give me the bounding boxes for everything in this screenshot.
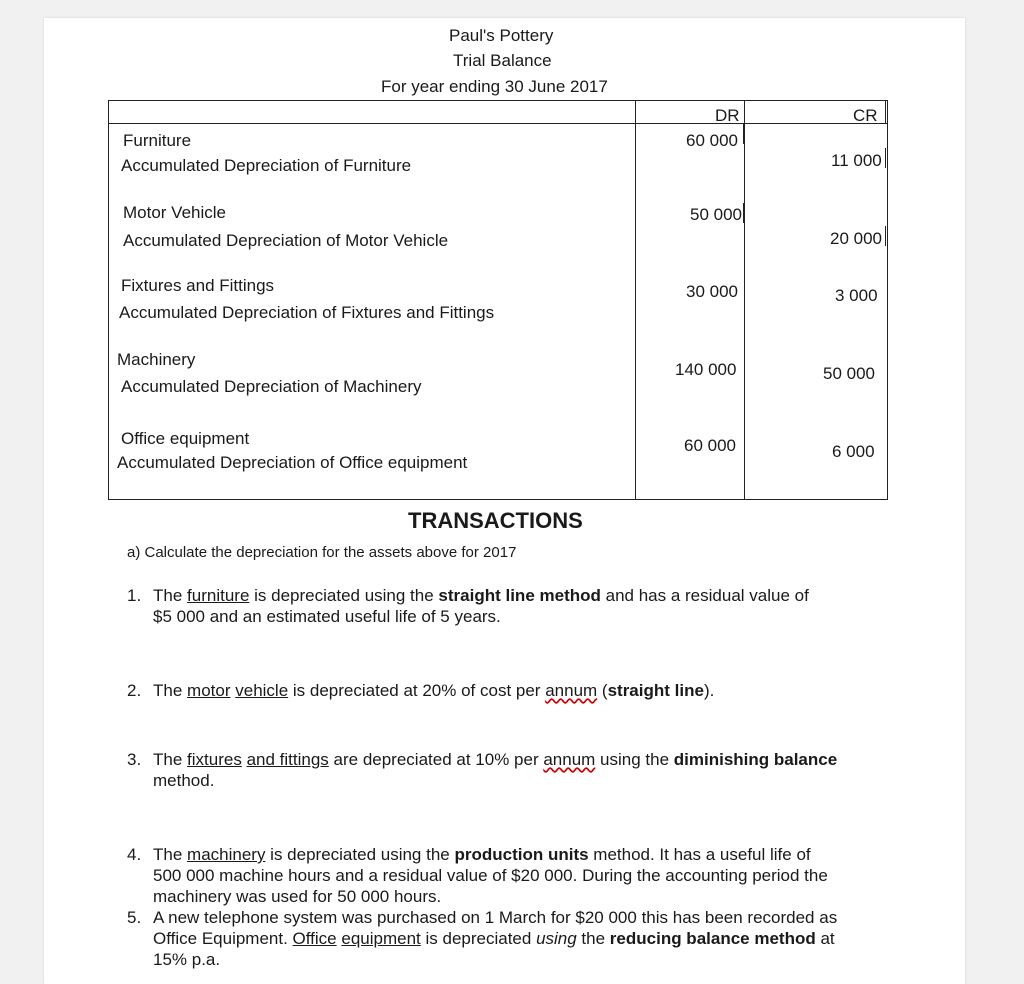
- transactions-heading: TRANSACTIONS: [408, 508, 583, 533]
- item-underlined-text: motor: [187, 681, 231, 700]
- divider-tick: [743, 203, 744, 223]
- item-underlined-text: furniture: [187, 586, 250, 605]
- item-underlined-text: vehicle: [235, 681, 289, 700]
- item-number: 5.: [127, 908, 142, 927]
- row-dr-value: 50 000: [690, 205, 742, 224]
- row-label: Fixtures and Fittings: [121, 276, 275, 295]
- item-text: The: [153, 845, 188, 864]
- item-text: at: [815, 929, 835, 948]
- row-dr-value: 60 000: [686, 131, 738, 150]
- column-divider-cr: [744, 100, 745, 500]
- row-label: Accumulated Depreciation of Furniture: [121, 156, 412, 175]
- item-text: method.: [153, 771, 215, 790]
- spellcheck-word: annum: [543, 750, 596, 769]
- item-number: 1.: [127, 586, 142, 605]
- row-label: Accumulated Depreciation of Fixtures and Fittings: [119, 303, 495, 322]
- transaction-item-5: [127, 907, 837, 970]
- row-cr-value: 11 000: [831, 151, 882, 170]
- item-text: using the: [595, 750, 674, 769]
- item-text: are depreciated at 10% per: [328, 750, 544, 769]
- item-text: (: [597, 681, 608, 700]
- task-instruction: a) Calculate the depreciation for the assets above for 2017: [127, 544, 517, 561]
- report-title: Trial Balance: [453, 51, 552, 70]
- item-number: 4.: [127, 845, 142, 864]
- item-text: A new telephone system was purchased on 1 March for $20 000 this has been recorded as: [153, 908, 838, 927]
- table-header-rule: [108, 123, 744, 124]
- item-text: and has a residual value of: [600, 586, 809, 605]
- item-underlined-text: machinery: [187, 845, 266, 864]
- divider-tick: [885, 226, 886, 246]
- row-label: Accumulated Depreciation of Machinery: [121, 377, 422, 396]
- item-text: is depreciated: [420, 929, 537, 948]
- item-text: Office Equipment.: [153, 929, 293, 948]
- row-dr-value: 140 000: [675, 360, 737, 379]
- transaction-item-1: [127, 585, 809, 627]
- company-name: Paul's Pottery: [449, 26, 554, 45]
- item-bold-text: production units: [454, 845, 589, 864]
- spellcheck-word: annum: [545, 681, 598, 700]
- item-text: is depreciated using the: [249, 586, 439, 605]
- item-underlined-text: equipment: [341, 929, 421, 948]
- item-text: is depreciated at 20% of cost per: [288, 681, 546, 700]
- transaction-item-4: [127, 844, 828, 907]
- item-underlined-text: Office: [292, 929, 337, 948]
- item-number: 2.: [127, 681, 142, 700]
- divider-tick: [885, 101, 886, 123]
- col-header-dr: DR: [715, 106, 740, 125]
- row-label: Furniture: [123, 131, 192, 150]
- row-label: Machinery: [117, 350, 196, 369]
- row-cr-value: 20 000: [830, 229, 882, 248]
- item-text: ).: [703, 681, 715, 700]
- row-cr-value: 3 000: [835, 286, 878, 305]
- transaction-item-3: [127, 749, 837, 791]
- row-dr-value: 60 000: [684, 436, 736, 455]
- item-bold-text: diminishing balance: [673, 750, 838, 769]
- item-text: method. It has a useful life of: [588, 845, 811, 864]
- item-text: The: [153, 750, 188, 769]
- item-text: The: [153, 586, 188, 605]
- col-header-cr: CR: [853, 106, 878, 125]
- row-dr-value: 30 000: [686, 282, 738, 301]
- row-label: Motor Vehicle: [123, 203, 226, 222]
- divider-tick: [743, 124, 744, 144]
- item-text: The: [153, 681, 188, 700]
- item-text: machinery was used for 50 000 hours.: [153, 887, 442, 906]
- row-label: Office equipment: [121, 429, 250, 448]
- transaction-item-2: [127, 680, 714, 701]
- item-text: 15% p.a.: [153, 950, 221, 969]
- item-bold-text: reducing balance method: [609, 929, 816, 948]
- row-label: Accumulated Depreciation of Motor Vehicle: [123, 231, 449, 250]
- column-divider-dr: [635, 100, 636, 500]
- item-text: is depreciated using the: [265, 845, 455, 864]
- item-bold-text: straight line: [607, 681, 704, 700]
- item-italic-text: using: [536, 929, 577, 948]
- item-underlined-text: fixtures: [187, 750, 242, 769]
- item-text: the: [576, 929, 610, 948]
- item-text: 500 000 machine hours and a residual value of $20 000. During the accounting period the: [153, 866, 828, 885]
- item-number: 3.: [127, 750, 142, 769]
- row-cr-value: 6 000: [832, 442, 875, 461]
- report-period: For year ending 30 June 2017: [381, 77, 608, 96]
- item-underlined-text: and fittings: [246, 750, 329, 769]
- row-cr-value: 50 000: [823, 364, 875, 383]
- row-label: Accumulated Depreciation of Office equipment: [117, 453, 468, 472]
- item-text: $5 000 and an estimated useful life of 5 years.: [153, 607, 501, 626]
- item-bold-text: straight line method: [438, 586, 601, 605]
- divider-tick: [885, 148, 886, 168]
